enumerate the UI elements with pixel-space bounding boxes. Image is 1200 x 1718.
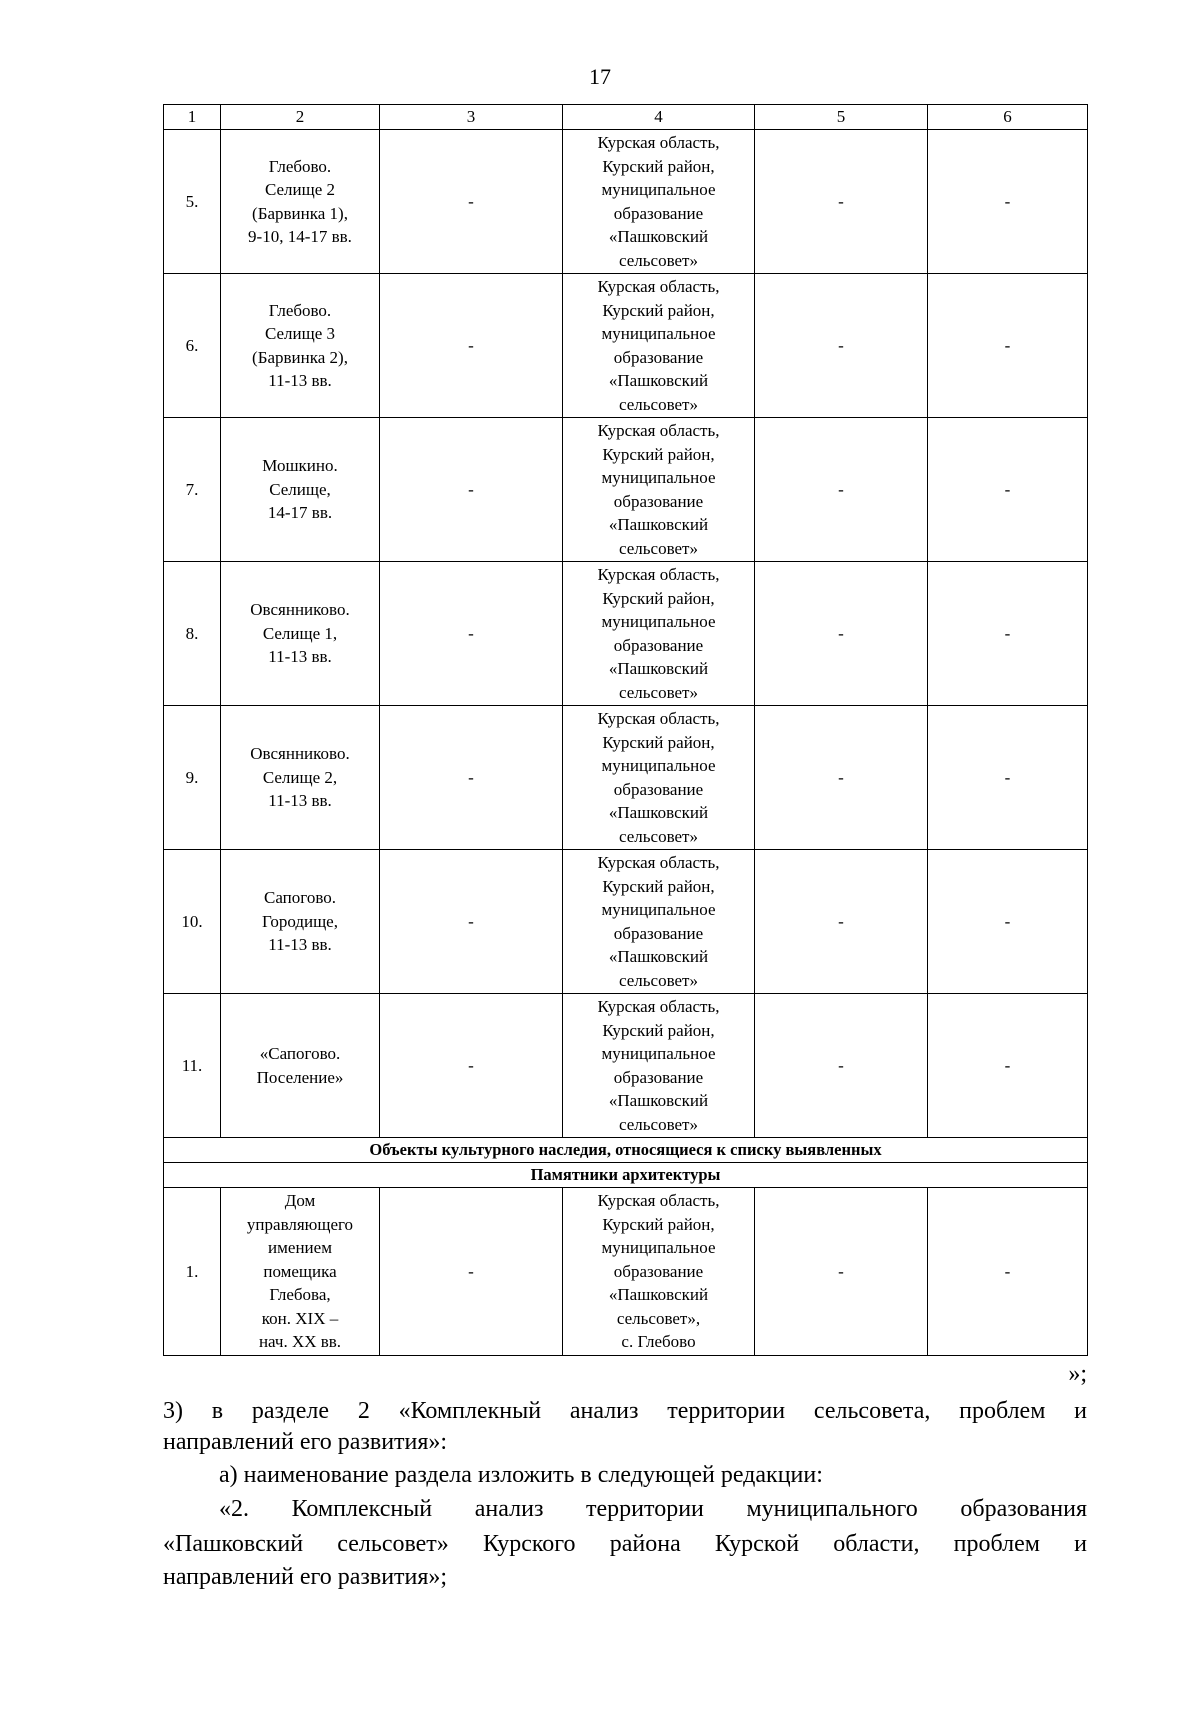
- cell-col-6: -: [928, 418, 1088, 562]
- cell-col-6: -: [928, 130, 1088, 274]
- cell-col-3: -: [380, 706, 563, 850]
- cell-col-3: -: [380, 418, 563, 562]
- row-number: 8.: [164, 562, 221, 706]
- column-header: 2: [221, 105, 380, 130]
- row-number: 5.: [164, 130, 221, 274]
- object-name: Овсянниково. Селище 1, 11-13 вв.: [221, 562, 380, 706]
- object-name: Сапогово. Городище, 11-13 вв.: [221, 850, 380, 994]
- table-row: [164, 1188, 1088, 1356]
- cell-col-5: -: [755, 1188, 928, 1356]
- column-header: 4: [563, 105, 755, 130]
- row-number: 11.: [164, 994, 221, 1138]
- closing-quote: »;: [1068, 1361, 1087, 1387]
- table-row: [164, 706, 1088, 850]
- table-row: [164, 130, 1088, 274]
- object-location: Курская область, Курский район, муниципальное образование «Пашковский сельсовет», с. Глебово: [563, 1188, 755, 1356]
- row-number: 6.: [164, 274, 221, 418]
- cell-col-6: -: [928, 994, 1088, 1138]
- cell-col-3: -: [380, 130, 563, 274]
- cell-col-5: -: [755, 994, 928, 1138]
- cell-col-3: -: [380, 850, 563, 994]
- section-title: Объекты культурного наследия, относящиеся к списку выявленных: [164, 1138, 1088, 1163]
- object-name: Овсянниково. Селище 2, 11-13 вв.: [221, 706, 380, 850]
- cell-col-6: -: [928, 274, 1088, 418]
- cell-col-3: -: [380, 274, 563, 418]
- row-number: 7.: [164, 418, 221, 562]
- object-name: «Сапогово. Поселение»: [221, 994, 380, 1138]
- object-location: Курская область, Курский район, муниципальное образование «Пашковский сельсовет»: [563, 562, 755, 706]
- cell-col-5: -: [755, 274, 928, 418]
- cell-col-5: -: [755, 850, 928, 994]
- column-header: 1: [164, 105, 221, 130]
- object-location: Курская область, Курский район, муниципальное образование «Пашковский сельсовет»: [563, 994, 755, 1138]
- table-row: [164, 850, 1088, 994]
- cell-col-3: -: [380, 994, 563, 1138]
- object-name: Глебово. Селище 3 (Барвинка 2), 11-13 вв.: [221, 274, 380, 418]
- cell-col-6: -: [928, 1188, 1088, 1356]
- cell-col-3: -: [380, 1188, 563, 1356]
- table-row: [164, 562, 1088, 706]
- new-section-title-line-3: направлений его развития»;: [163, 1564, 448, 1590]
- row-number: 10.: [164, 850, 221, 994]
- cell-col-5: -: [755, 130, 928, 274]
- cell-col-6: -: [928, 562, 1088, 706]
- section-header-row: [164, 1138, 1088, 1163]
- paragraph-3-line-2: направлений его развития»:: [163, 1429, 448, 1455]
- cell-col-6: -: [928, 706, 1088, 850]
- table-row: [164, 994, 1088, 1138]
- page-number: 17: [589, 64, 611, 89]
- new-section-title-line-1: «2. Комплексный анализ территории муниципального образования: [219, 1496, 1087, 1522]
- object-name: Мошкино. Селище, 14-17 вв.: [221, 418, 380, 562]
- column-header: 5: [755, 105, 928, 130]
- object-location: Курская область, Курский район, муниципальное образование «Пашковский сельсовет»: [563, 418, 755, 562]
- cell-col-5: -: [755, 562, 928, 706]
- object-location: Курская область, Курский район, муниципальное образование «Пашковский сельсовет»: [563, 850, 755, 994]
- column-header: 3: [380, 105, 563, 130]
- cell-col-5: -: [755, 706, 928, 850]
- table-row: [164, 274, 1088, 418]
- new-section-title-line-2: «Пашковский сельсовет» Курского района Курской области, проблем и: [163, 1531, 1087, 1557]
- cell-col-6: -: [928, 850, 1088, 994]
- object-name: Глебово. Селище 2 (Барвинка 1), 9-10, 14-17 вв.: [221, 130, 380, 274]
- paragraph-a: а) наименование раздела изложить в следующей редакции:: [219, 1462, 823, 1488]
- object-location: Курская область, Курский район, муниципальное образование «Пашковский сельсовет»: [563, 274, 755, 418]
- object-location: Курская область, Курский район, муниципальное образование «Пашковский сельсовет»: [563, 706, 755, 850]
- heritage-objects-table: [163, 104, 1088, 1356]
- cell-col-5: -: [755, 418, 928, 562]
- subsection-header-row: [164, 1163, 1088, 1188]
- table-header-row: [164, 105, 1088, 130]
- row-number: 1.: [164, 1188, 221, 1356]
- table-row: [164, 418, 1088, 562]
- paragraph-3-line-1: 3) в разделе 2 «Комплекный анализ территории сельсовета, проблем и: [163, 1398, 1087, 1424]
- column-header: 6: [928, 105, 1088, 130]
- subsection-title: Памятники архитектуры: [164, 1163, 1088, 1188]
- cell-col-3: -: [380, 562, 563, 706]
- object-name: Дом управляющего имением помещика Глебова, кон. XIX – нач. XX вв.: [221, 1188, 380, 1356]
- object-location: Курская область, Курский район, муниципальное образование «Пашковский сельсовет»: [563, 130, 755, 274]
- row-number: 9.: [164, 706, 221, 850]
